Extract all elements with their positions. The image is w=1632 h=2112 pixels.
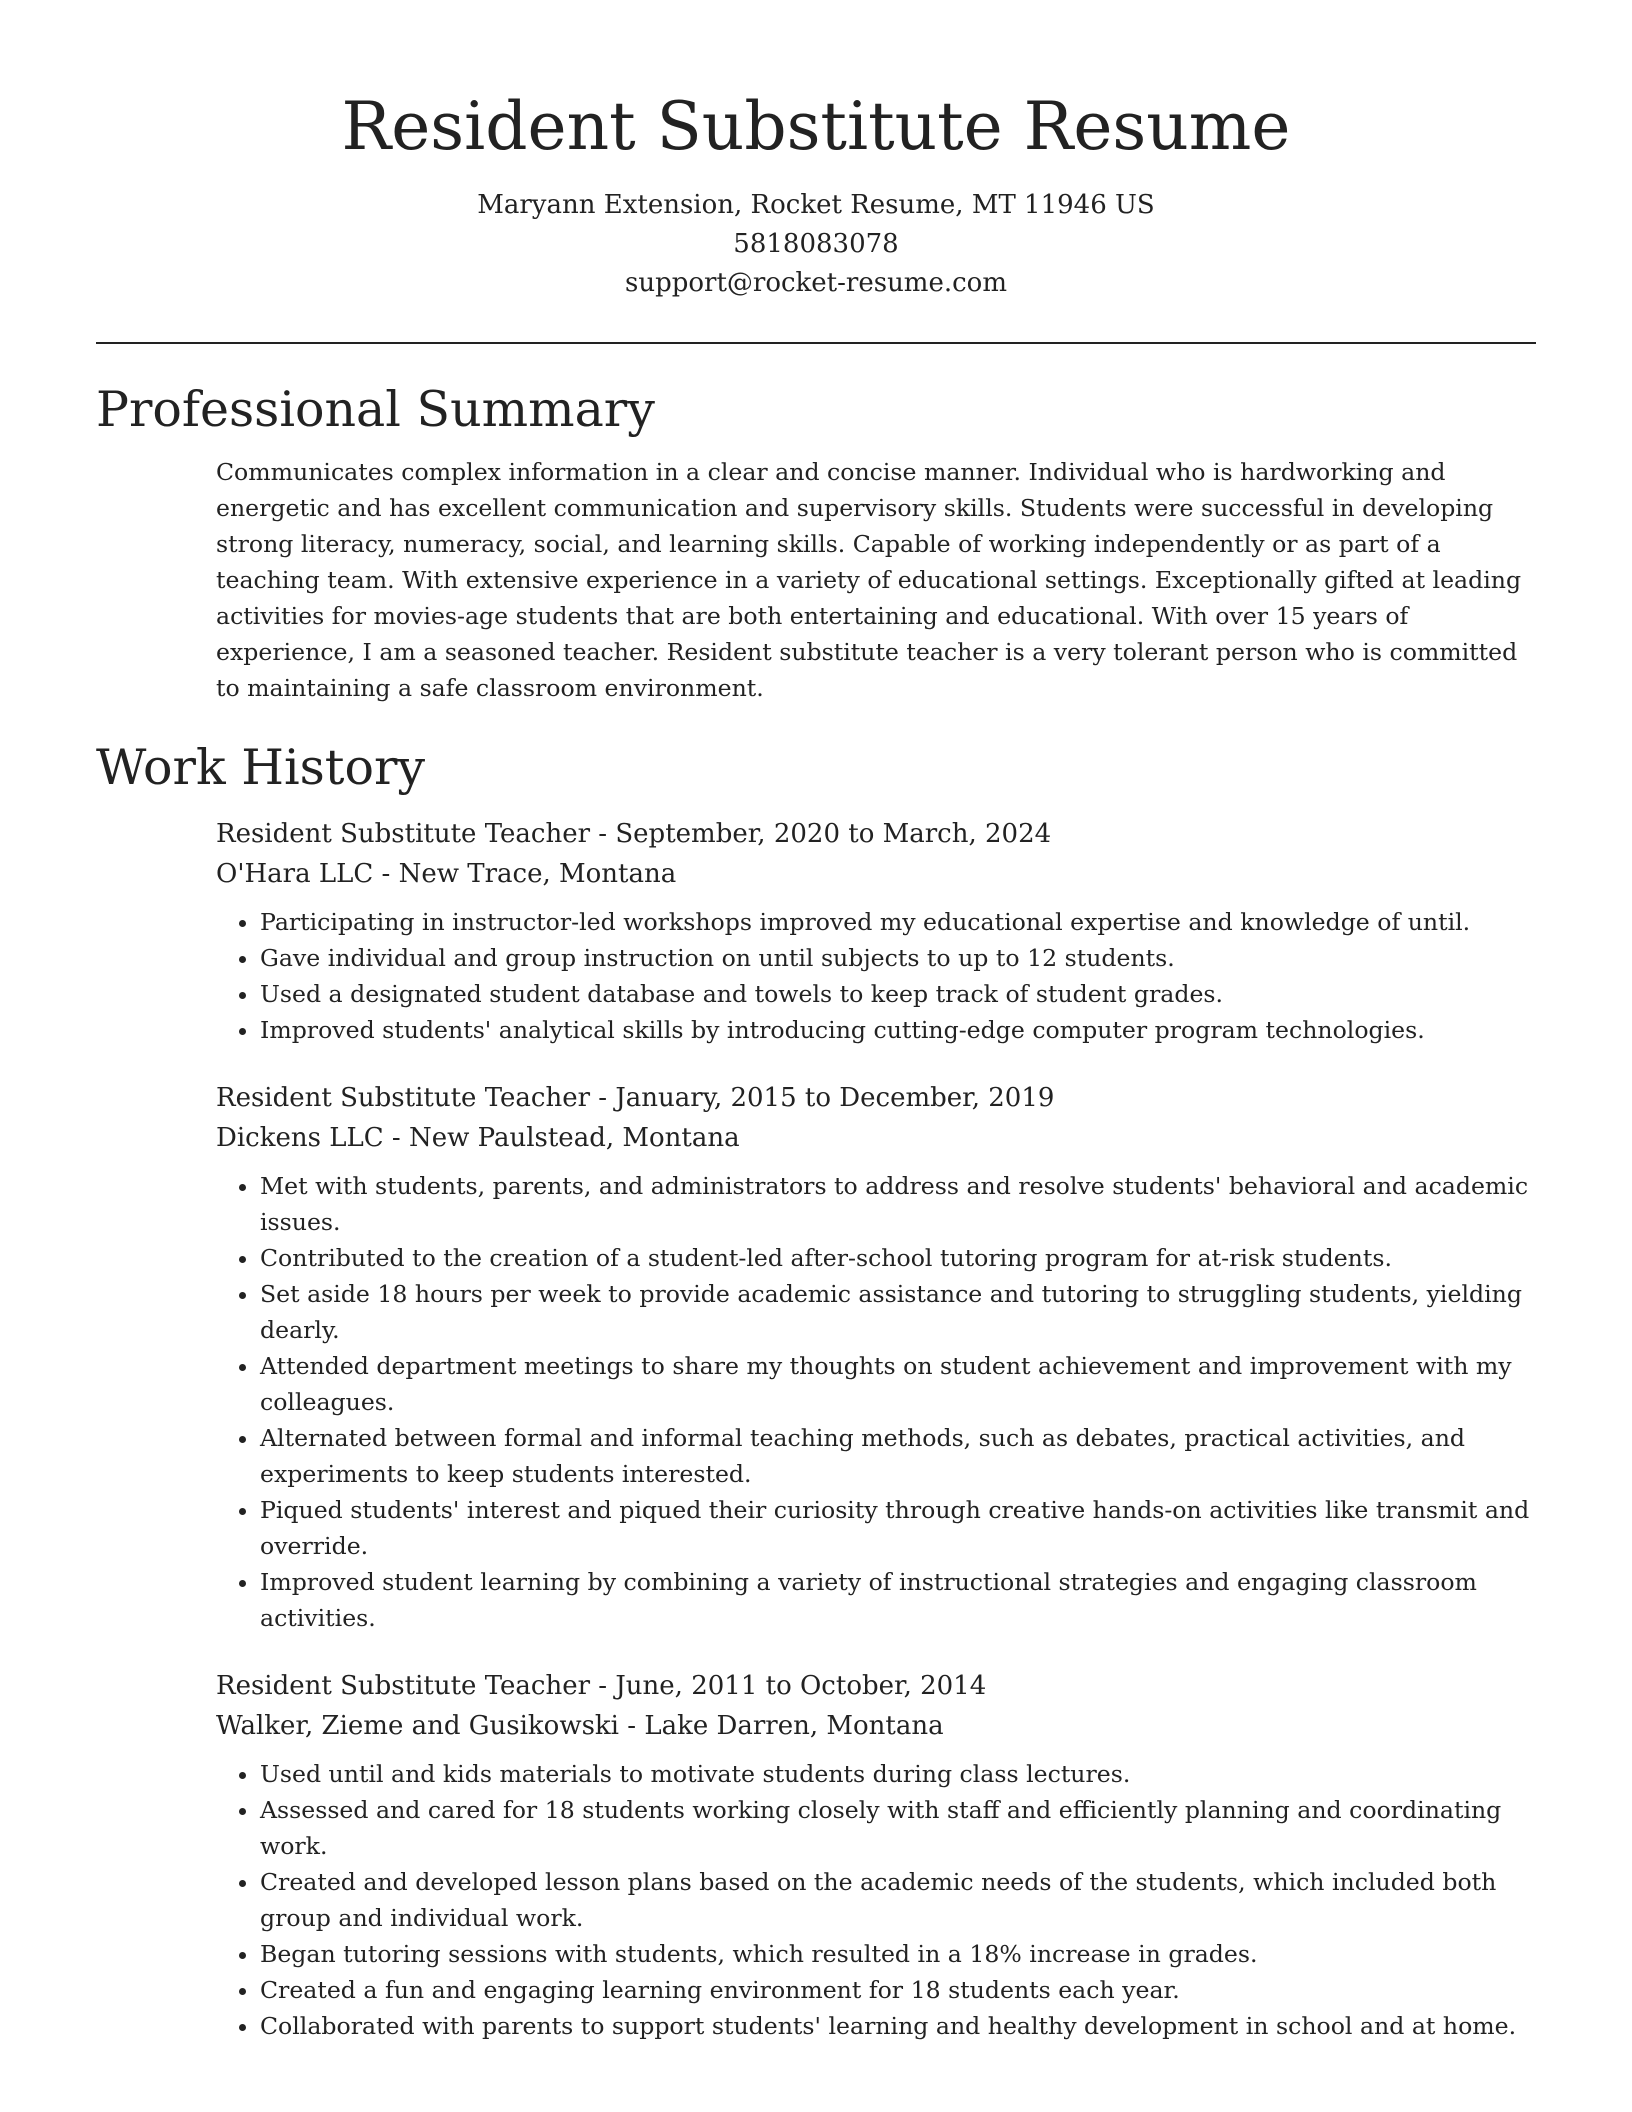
job-title: Resident Substitute Teacher	[216, 1671, 591, 1701]
contact-address: Maryann Extension, Rocket Resume, MT 11946 US	[477, 190, 1155, 220]
list-item: • Contributed to the creation of a student-led after-school tutoring program for at-risk students.	[260, 1240, 1536, 1276]
job-dates: - June, 2011 to October, 2014	[590, 1671, 987, 1701]
list-item: • Began tutoring sessions with students, which resulted in a 18% increase in grades.	[260, 1936, 1536, 1972]
job-dates: - September, 2020 to March, 2024	[590, 819, 1052, 849]
job-company: Dickens LLC	[216, 1123, 384, 1153]
job-company-line	[216, 1706, 1536, 1746]
list-item: • Gave individual and group instruction on until subjects to up to 12 students.	[260, 940, 1536, 976]
list-item: • Improved students' analytical skills by introducing cutting-edge computer program technologies.	[260, 1012, 1536, 1048]
section-title-work-history: Work History	[96, 739, 426, 796]
job-entry	[216, 814, 1536, 1048]
list-item: • Met with students, parents, and administrators to address and resolve students' behavioral and academic issues.	[260, 1168, 1536, 1240]
job-company: O'Hara LLC	[216, 859, 374, 889]
job-title-line	[216, 1666, 1536, 1706]
list-item: • Set aside 18 hours per week to provide academic assistance and tutoring to struggling students, yielding dearly.	[260, 1276, 1536, 1348]
list-item: • Attended department meetings to share my thoughts on student achievement and improvement with my colleagues.	[260, 1348, 1536, 1420]
job-list	[216, 814, 1536, 2044]
list-item: • Used until and kids materials to motivate students during class lectures.	[260, 1756, 1536, 1792]
job-bullets	[216, 904, 1536, 1048]
summary-text: Communicates complex information in a clear and concise manner. Individual who is hardworking and energetic and has excellent communication and supervisory skills. Students were successful in developing strong literacy, numeracy, social, and learning skills. Capable of working independently or as part of a teaching team. With extensive experience in a variety of educational settings. Exceptionally gifted at leading activities for movies-age students that are both entertaining and educational. With over 15 years of experience, I am a seasoned teacher. Resident substitute teacher is a very tolerant person who is committed to maintaining a safe classroom environment.	[216, 458, 1522, 702]
list-item: • Improved student learning by combining a variety of instructional strategies and engaging classroom activities.	[260, 1564, 1536, 1636]
list-item: • Alternated between formal and informal teaching methods, such as debates, practical activities, and experiments to keep students interested.	[260, 1420, 1536, 1492]
job-company-line	[216, 1118, 1536, 1158]
job-location: - Lake Darren, Montana	[619, 1711, 944, 1741]
contact-info	[0, 186, 1632, 303]
work-history-section	[96, 736, 1536, 2044]
job-title: Resident Substitute Teacher	[216, 819, 591, 849]
resume-title: Resident Substitute Resume	[341, 88, 1291, 165]
list-item: • Piqued students' interest and piqued their curiosity through creative hands-on activities like transmit and override.	[260, 1492, 1536, 1564]
list-item: • Created and developed lesson plans based on the academic needs of the students, which included both group and individual work.	[260, 1864, 1536, 1936]
list-item: • Participating in instructor-led workshops improved my educational expertise and knowledge of until.	[260, 904, 1536, 940]
job-company-line	[216, 854, 1536, 894]
job-title: Resident Substitute Teacher	[216, 1083, 591, 1113]
contact-phone: 5818083078	[733, 229, 899, 259]
contact-email: support@rocket-resume.com	[624, 268, 1007, 298]
job-entry	[216, 1078, 1536, 1636]
job-bullets	[216, 1756, 1536, 2044]
job-entry	[216, 1666, 1536, 2044]
header-divider	[96, 342, 1536, 344]
professional-summary-section	[96, 378, 1536, 706]
resume-header	[0, 0, 1632, 303]
job-location: - New Paulstead, Montana	[383, 1123, 740, 1153]
job-location: - New Trace, Montana	[373, 859, 677, 889]
section-title-summary: Professional Summary	[96, 381, 655, 438]
job-bullets	[216, 1168, 1536, 1636]
job-title-line	[216, 1078, 1536, 1118]
list-item: • Collaborated with parents to support students' learning and healthy development in school and at home.	[260, 2008, 1536, 2044]
job-title-line	[216, 814, 1536, 854]
list-item: • Created a fun and engaging learning environment for 18 students each year.	[260, 1972, 1536, 2008]
job-dates: - January, 2015 to December, 2019	[590, 1083, 1055, 1113]
list-item: • Used a designated student database and towels to keep track of student grades.	[260, 976, 1536, 1012]
list-item: • Assessed and cared for 18 students working closely with staff and efficiently planning and coordinating work.	[260, 1792, 1536, 1864]
job-company: Walker, Zieme and Gusikowski	[216, 1711, 619, 1741]
